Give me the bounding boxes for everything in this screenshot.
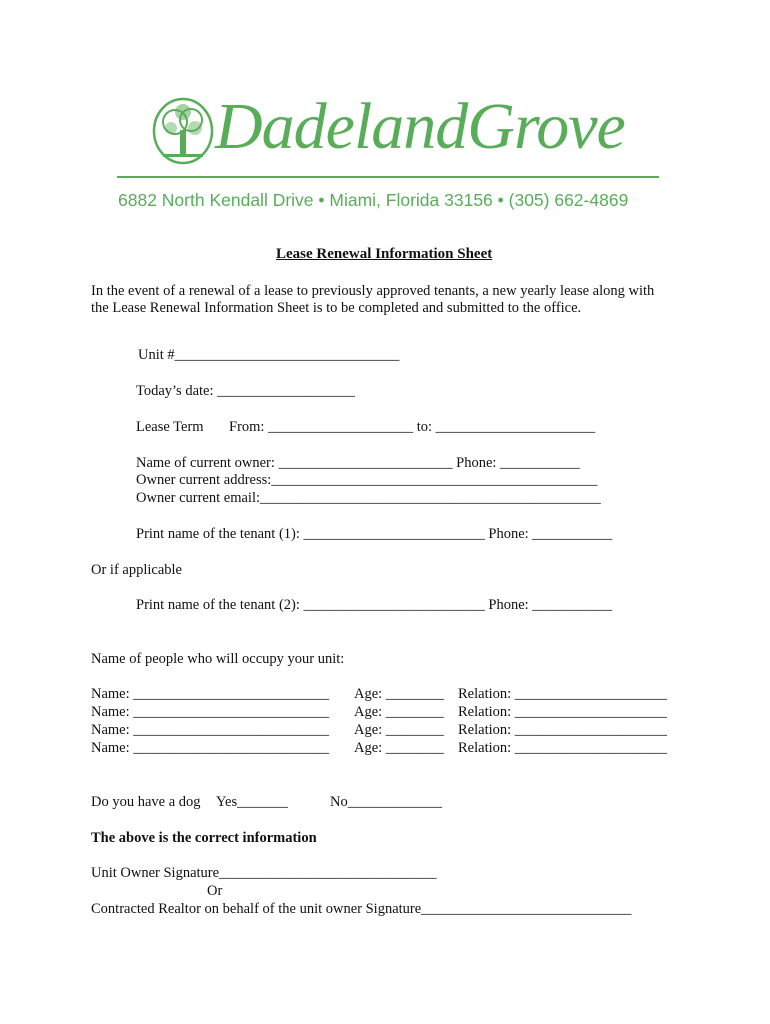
page-title: Lease Renewal Information Sheet: [276, 246, 493, 262]
occupants-heading: Name of people who will occupy your unit:: [91, 651, 345, 667]
lease-term-field[interactable]: From: ____________________ to: ______________________: [229, 419, 596, 435]
dog-yes-field[interactable]: Yes_______: [216, 794, 288, 810]
intro-line-1: In the event of a renewal of a lease to previously approved tenants, a new yearly lease along with: [91, 283, 655, 299]
occupant-relation-field[interactable]: Relation: _____________________: [458, 722, 668, 738]
address-line: 6882 North Kendall Drive • Miami, Florida 33156 • (305) 662-4869: [118, 190, 629, 210]
occupant-relation-field[interactable]: Relation: _____________________: [458, 740, 668, 756]
realtor-signature-field[interactable]: Contracted Realtor on behalf of the unit owner Signature_____________________________: [91, 901, 632, 917]
occupant-age-field[interactable]: Age: ________: [354, 722, 444, 738]
confirmation-statement: The above is the correct information: [91, 830, 317, 846]
tree-icon: [151, 96, 215, 166]
owner-name-field[interactable]: Name of current owner: ________________________ Phone: ___________: [136, 455, 580, 471]
logo-rule: [117, 176, 659, 178]
brand-name: DadelandGrove: [215, 90, 625, 163]
occupant-age-field[interactable]: Age: ________: [354, 686, 444, 702]
owner-address-field[interactable]: Owner current address:_____________________________________________: [136, 472, 598, 488]
dog-question: Do you have a dog: [91, 794, 201, 810]
lease-term-label: Lease Term: [136, 419, 204, 435]
occupant-relation-field[interactable]: Relation: _____________________: [458, 686, 668, 702]
owner-email-field[interactable]: Owner current email:_______________________________________________: [136, 490, 601, 506]
unit-field[interactable]: Unit #_______________________________: [138, 347, 400, 363]
occupant-name-field[interactable]: Name: ___________________________: [91, 704, 330, 720]
tenant1-field[interactable]: Print name of the tenant (1): _________________________ Phone: ___________: [136, 526, 613, 542]
dog-no-field[interactable]: No_____________: [330, 794, 442, 810]
occupant-relation-field[interactable]: Relation: _____________________: [458, 704, 668, 720]
occupant-age-field[interactable]: Age: ________: [354, 704, 444, 720]
intro-line-2: the Lease Renewal Information Sheet is to be completed and submitted to the office.: [91, 300, 582, 316]
tenant2-field[interactable]: Print name of the tenant (2): _________________________ Phone: ___________: [136, 597, 613, 613]
occupant-age-field[interactable]: Age: ________: [354, 740, 444, 756]
occupant-name-field[interactable]: Name: ___________________________: [91, 740, 330, 756]
or-label: Or: [207, 883, 223, 899]
occupant-name-field[interactable]: Name: ___________________________: [91, 686, 330, 702]
occupant-name-field[interactable]: Name: ___________________________: [91, 722, 330, 738]
todays-date-field[interactable]: Today’s date: ___________________: [136, 383, 355, 399]
or-if-applicable: Or if applicable: [91, 562, 182, 578]
owner-signature-field[interactable]: Unit Owner Signature______________________________: [91, 865, 437, 881]
